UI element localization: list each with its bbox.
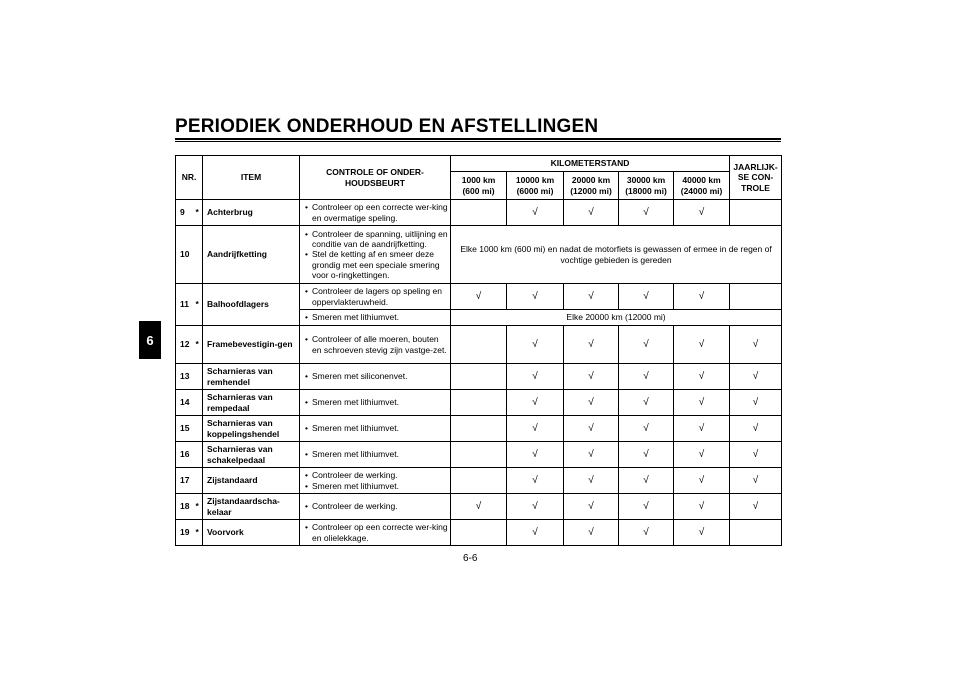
header-kilometerstand: KILOMETERSTAND	[451, 156, 730, 172]
table-row: 14 Scharnieras van rempedaal • Smeren met lithiumvet. √ √ √ √ √	[176, 390, 782, 416]
chain-interval-note: Elke 1000 km (600 mi) en nadat de motorfiets is gewassen of ermee in de regen of vochtige gebieden is gereden	[451, 226, 782, 284]
header-interval-3: 20000 km (12000 mi)	[564, 172, 619, 200]
bearing-interval-note: Elke 20000 km (12000 mi)	[451, 310, 782, 326]
header-interval-1: 1000 km (600 mi)	[451, 172, 507, 200]
header-nr: NR.	[176, 156, 203, 200]
header-control: CONTROLE OF ONDER-HOUDSBEURT	[300, 156, 451, 200]
table-row: 10 Aandrijfketting • Controleer de spanning, uitlijning en conditie van de aandrijfketting. • Stel de ketting af en smeer deze grondig met een speciale smering voor o-ringkettingen. Elke 1000 km (600 mi) en nadat de motorfiets is gewassen of ermee in de regen of vochtige gebieden is gereden	[176, 226, 782, 284]
chapter-tab: 6	[139, 321, 161, 359]
table-row: 9 * Achterbrug • Controleer op een correcte wer-king en overmatige speling. √ √ √ √	[176, 200, 782, 226]
page-title: PERIODIEK ONDERHOUD EN AFSTELLINGEN	[175, 116, 599, 137]
table-row: 11 * Balhoofdlagers • Controleer de lagers op speling en oppervlakteruwheid. √ √ √ √ √	[176, 284, 782, 310]
header-annual: JAARLIJK-SE CON-TROLE	[730, 156, 782, 200]
page-number: 6-6	[463, 553, 478, 564]
table-row: 13 Scharnieras van remhendel • Smeren met siliconenvet. √ √ √ √ √	[176, 364, 782, 390]
header-interval-4: 30000 km (18000 mi)	[619, 172, 674, 200]
maintenance-table	[175, 155, 782, 546]
table-row: 12 * Framebevestigin-gen • Controleer of alle moeren, bouten en schroeven stevig zijn vastge-zet. √ √ √ √ √	[176, 326, 782, 364]
header-interval-2: 10000 km (6000 mi)	[507, 172, 564, 200]
table-row: 17 Zijstandaard • Controleer de werking. • Smeren met lithiumvet. √ √ √ √ √	[176, 468, 782, 494]
table-row: 16 Scharnieras van schakelpedaal • Smeren met lithiumvet. √ √ √ √ √	[176, 442, 782, 468]
header-item: ITEM	[203, 156, 300, 200]
title-rule-thin	[175, 141, 781, 142]
header-interval-5: 40000 km (24000 mi)	[674, 172, 730, 200]
table-row: 19 * Voorvork • Controleer op een correcte wer-king en olielekkage. √ √ √ √	[176, 520, 782, 546]
title-rule	[175, 138, 781, 140]
table-row: 18 * Zijstandaardscha-kelaar • Controleer de werking. √ √ √ √ √ √	[176, 494, 782, 520]
table-row: • Smeren met lithiumvet. Elke 20000 km (12000 mi)	[176, 310, 782, 326]
table-row: 15 Scharnieras van koppelingshendel • Smeren met lithiumvet. √ √ √ √ √	[176, 416, 782, 442]
